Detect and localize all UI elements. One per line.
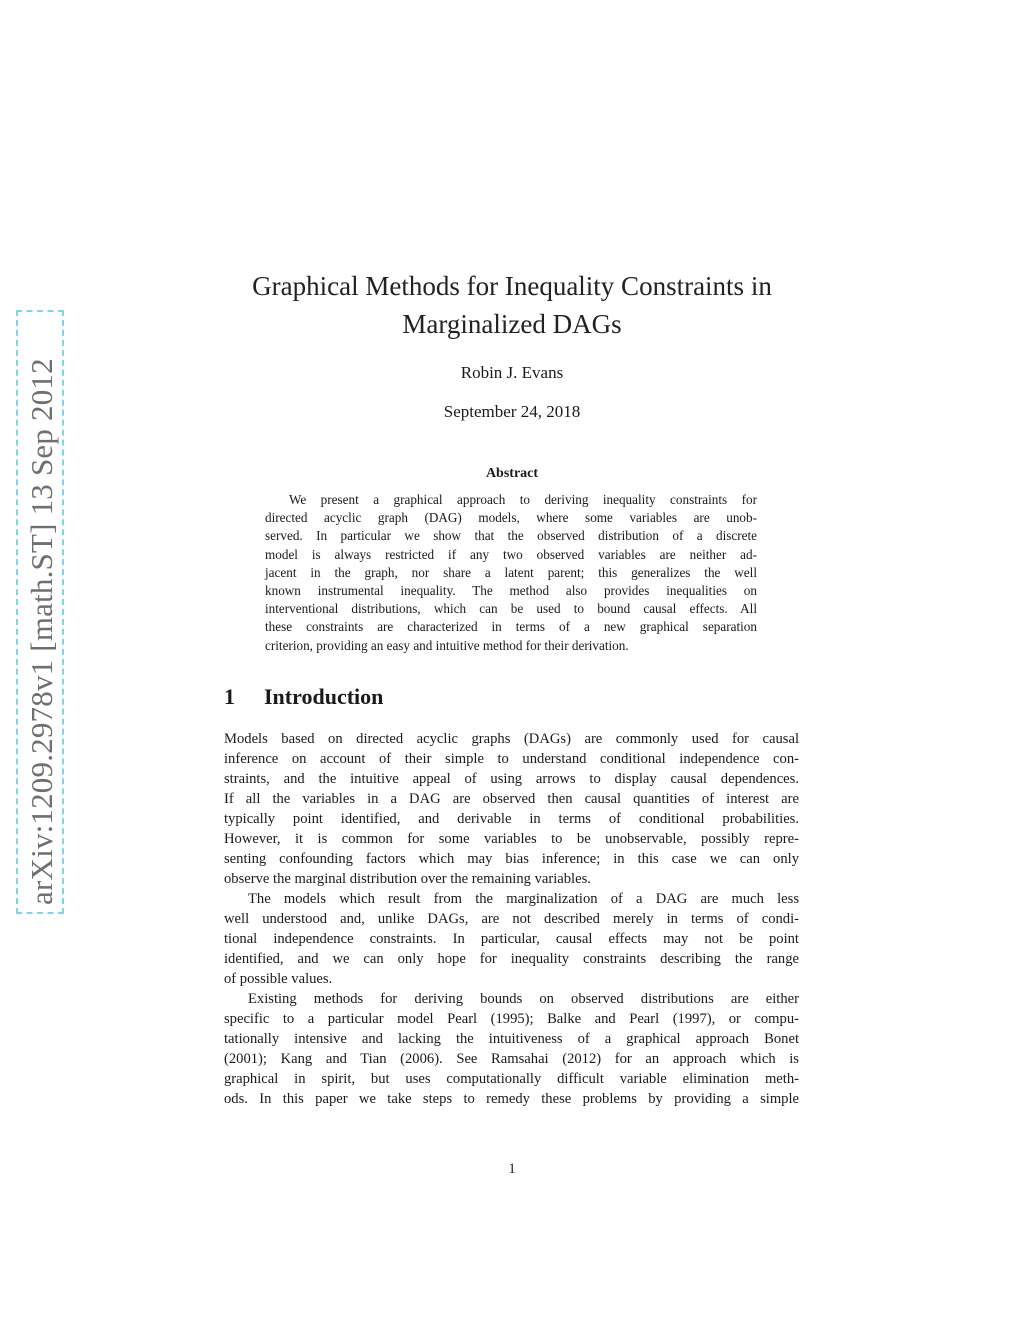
page-number: 1 <box>508 1161 516 1177</box>
body-line: tationally intensive and lacking the intuitiveness of a graphical approach Bonet <box>224 1031 799 1047</box>
section-title: Introduction <box>264 684 384 709</box>
title-line-1: Graphical Methods for Inequality Constraints in <box>252 271 772 301</box>
body-line: Existing methods for deriving bounds on observed distributions are either <box>248 991 799 1007</box>
abstract-line: directed acyclic graph (DAG) models, where some variables are unob- <box>265 510 757 526</box>
section-number: 1 <box>224 684 235 709</box>
body-line: The models which result from the marginalization of a DAG are much less <box>248 891 799 907</box>
title-line-2: Marginalized DAGs <box>402 309 622 339</box>
abstract-line: criterion, providing an easy and intuitive method for their derivation. <box>265 637 629 653</box>
introduction-body <box>224 729 799 1109</box>
body-line: (2001); Kang and Tian (2006). See Ramsahai (2012) for an approach which is <box>224 1051 799 1067</box>
abstract-line: jacent in the graph, nor share a latent parent; this generalizes the well <box>265 564 757 580</box>
body-line: specific to a particular model Pearl (1995); Balke and Pearl (1997), or compu- <box>224 1011 799 1027</box>
body-line: straints, and the intuitive appeal of using arrows to display causal dependences. <box>224 771 799 787</box>
body-line: identified, and we can only hope for inequality constraints describing the range <box>224 951 799 967</box>
body-line: tional independence constraints. In particular, causal effects may not be point <box>224 931 799 947</box>
body-line: well understood and, unlike DAGs, are not described merely in terms of condi- <box>224 911 799 927</box>
body-line: inference on account of their simple to understand conditional independence con- <box>224 751 799 767</box>
abstract-line: known instrumental inequality. The method also provides inequalities on <box>265 583 757 599</box>
body-line: However, it is common for some variables to be unobservable, possibly repre- <box>224 831 799 847</box>
section-heading <box>224 684 383 710</box>
body-line: observe the marginal distribution over the remaining variables. <box>224 871 591 887</box>
abstract-line: model is always restricted if any two observed variables are neither ad- <box>265 546 757 562</box>
abstract-line: interventional distributions, which can be used to bound causal effects. All <box>265 601 757 617</box>
paper-date: September 24, 2018 <box>443 402 581 421</box>
author-name: Robin J. Evans <box>460 363 564 382</box>
abstract-heading: Abstract <box>485 466 539 481</box>
body-line: Models based on directed acyclic graphs (DAGs) are commonly used for causal <box>224 731 799 747</box>
abstract-body <box>265 491 757 655</box>
abstract-line: served. In particular we show that the observed distribution of a discrete <box>265 528 757 544</box>
abstract-line: these constraints are characterized in terms of a new graphical separation <box>265 619 757 635</box>
body-line: If all the variables in a DAG are observed then causal quantities of interest are <box>224 791 799 807</box>
body-line: typically point identified, and derivable in terms of conditional probabilities. <box>224 811 799 827</box>
body-line: senting confounding factors which may bias inference; in this case we can only <box>224 851 799 867</box>
abstract-line: We present a graphical approach to deriving inequality constraints for <box>289 492 757 507</box>
body-line: graphical in spirit, but uses computationally difficult variable elimination meth- <box>224 1071 799 1087</box>
body-line: ods. In this paper we take steps to remedy these problems by providing a simple <box>224 1091 799 1107</box>
paper-title <box>210 267 814 343</box>
body-line: of possible values. <box>224 971 333 987</box>
arxiv-identifier: arXiv:1209.2978v1 [math.ST] 13 Sep 2012 <box>24 358 59 905</box>
